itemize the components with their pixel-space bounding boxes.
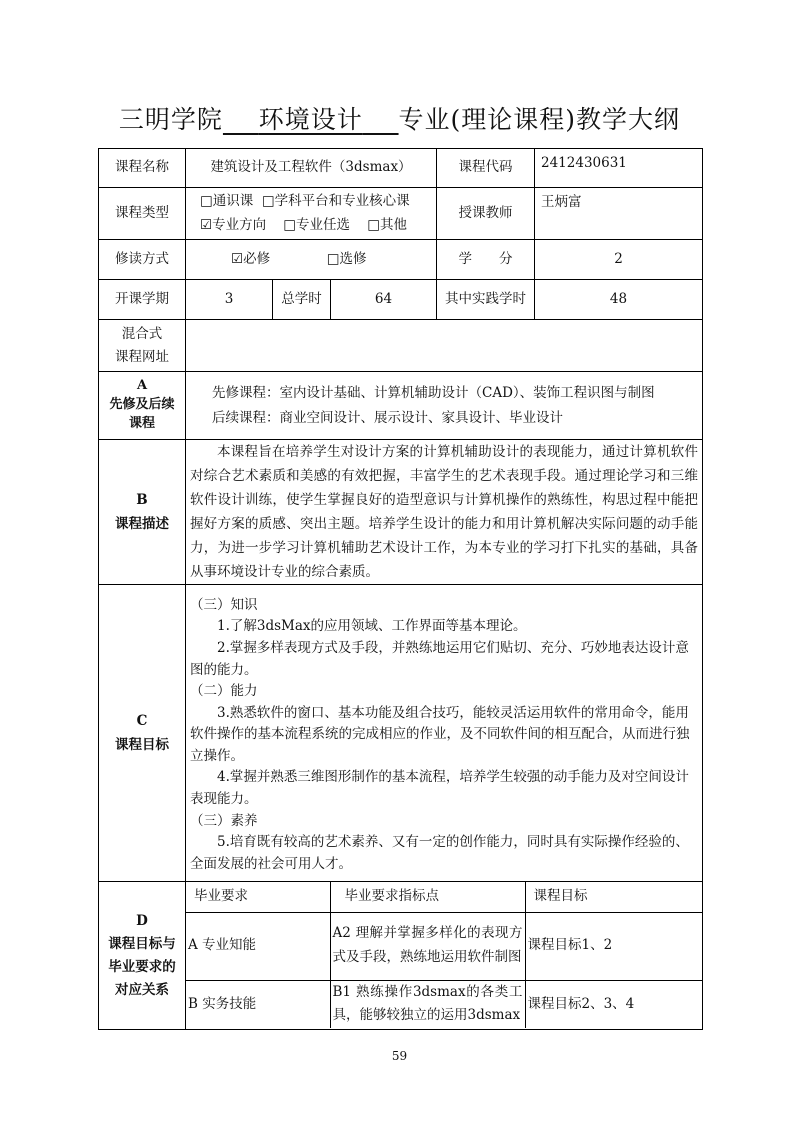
option-optional: □专业任选 (283, 216, 351, 233)
section-b-label: B 课程描述 (99, 440, 186, 585)
row-hours (99, 280, 703, 320)
goal-1: 1.了解3dsMax的应用领域、工作界面等基本理论。 (217, 618, 527, 635)
prerequisite-courses: 先修课程：室内设计基础、计算机辅助设计（CAD）、装饰工程识图与制图 (212, 385, 655, 402)
quality-heading: （三）素养 (190, 812, 258, 829)
course-name-value: 建筑设计及工程软件（3dsmax） (186, 149, 437, 188)
section-c-label: C 课程目标 (99, 585, 186, 882)
mapping-row (186, 912, 702, 980)
row1-requirement: A 专业知能 (186, 912, 330, 980)
semester-value: 3 (186, 280, 273, 320)
course-description: 本课程旨在培养学生对设计方案的计算机辅助设计的表现能力，通过计算机软件对综合艺术素质和美感的有效把握，丰富学生的艺术表现手段。通过理论学习和三维软件设计训练，使学生掌握良好的造型意识与计算机操作的熟练性，构思过程中能把握好方案的质感、突出主题。培养学生设计的能力和用计算机解决实际问题的动手能力，为进一步学习计算机辅助艺术设计工作，为本专业的学习打下扎实的基础，具备从事环境设计专业的综合素质。 (190, 444, 698, 581)
row1-goal: 课程目标1、2 (525, 912, 702, 980)
option-general: □通识课 (200, 192, 254, 209)
header-indicator: 毕业要求指标点 (330, 882, 525, 912)
goal-4: 4.掌握并熟悉三维图形制作的基本流程，培养学生较强的动手能力及对空间设计表现能力。 (190, 769, 689, 808)
row-section-d (99, 882, 703, 1030)
section-d-content (186, 882, 703, 1030)
mapping-header-row (186, 882, 702, 912)
row2-indicator: B1 熟练操作3dsmax的各类工具，能够较独立的运用3dsmax (330, 980, 525, 1028)
header-requirement: 毕业要求 (186, 882, 330, 912)
row-blended (99, 320, 703, 372)
section-d-label: D 课程目标与 毕业要求的 对应关系 (99, 882, 186, 1030)
row2-goal: 课程目标2、3、4 (525, 980, 702, 1028)
course-type-label: 课程类型 (99, 188, 186, 240)
row-course-name (99, 149, 703, 188)
option-required: ☑必修 (231, 250, 271, 267)
course-code-value: 2412430631 (535, 149, 703, 188)
goal-3: 3.熟悉软件的窗口、基本功能及组合技巧，能较灵活运用软件的常用命令，能用软件操作的基本流程系统的完成相应的作业，及不同软件间的相互配合，从而进行独立操作。 (190, 704, 690, 764)
row1-indicator: A2 理解并掌握多样化的表现方式及手段，熟练地运用软件制图 (330, 912, 525, 980)
blended-url (186, 320, 703, 372)
document-title (0, 100, 799, 136)
syllabus-table (98, 148, 703, 1030)
study-mode-label: 修读方式 (99, 240, 186, 280)
row-section-c (99, 585, 703, 882)
option-core: □学科平台和专业核心课 (261, 192, 410, 209)
section-a-label: A 先修及后续 课程 (99, 372, 186, 440)
goal-5: 5.培育既有较高的艺术素养、又有一定的创作能力，同时具有实际操作经验的、全面发展的社会可用人才。 (190, 834, 689, 872)
study-mode-options (186, 240, 437, 280)
option-other: □其他 (367, 216, 407, 233)
title-prefix: 三明学院 (118, 105, 223, 134)
total-hours-value: 64 (331, 280, 437, 320)
header-goal: 课程目标 (525, 882, 702, 912)
credit-label: 学 分 (437, 240, 535, 280)
followup-courses: 后续课程：商业空间设计、展示设计、家具设计、毕业设计 (212, 409, 563, 426)
teacher-value: 王炳富 (535, 188, 703, 240)
title-major: 环境设计 (258, 105, 363, 134)
credit-value: 2 (535, 240, 703, 280)
requirement-mapping-table (186, 882, 702, 1028)
semester-label: 开课学期 (99, 280, 186, 320)
section-a-content (186, 372, 703, 440)
option-elective: □选修 (326, 250, 367, 267)
page-number: 59 (391, 1049, 408, 1063)
row-section-b (99, 440, 703, 585)
row-section-a (99, 372, 703, 440)
course-code-label: 课程代码 (437, 149, 535, 188)
teacher-label: 授课教师 (437, 188, 535, 240)
section-c-content (186, 585, 703, 882)
mapping-row (186, 980, 702, 1028)
blended-label: 混合式 课程网址 (99, 320, 186, 372)
section-b-content (186, 440, 703, 585)
knowledge-heading: （三）知识 (190, 596, 258, 613)
title-suffix: 专业(理论课程)教学大纲 (398, 105, 681, 134)
ability-heading: （二）能力 (190, 683, 258, 700)
course-name-label: 课程名称 (99, 149, 186, 188)
practice-hours-value: 48 (535, 280, 703, 320)
goal-2: 2.掌握多样表现方式及手段，并熟练地运用它们贴切、充分、巧妙地表达设计意图的能力。 (190, 639, 689, 678)
total-hours-label: 总学时 (273, 280, 331, 320)
option-direction: ☑专业方向 (200, 216, 267, 233)
course-type-options (186, 188, 437, 240)
practice-hours-label: 其中实践学时 (437, 280, 535, 320)
row-course-type (99, 188, 703, 240)
row-study-mode (99, 240, 703, 280)
row2-requirement: B 实务技能 (186, 980, 330, 1028)
